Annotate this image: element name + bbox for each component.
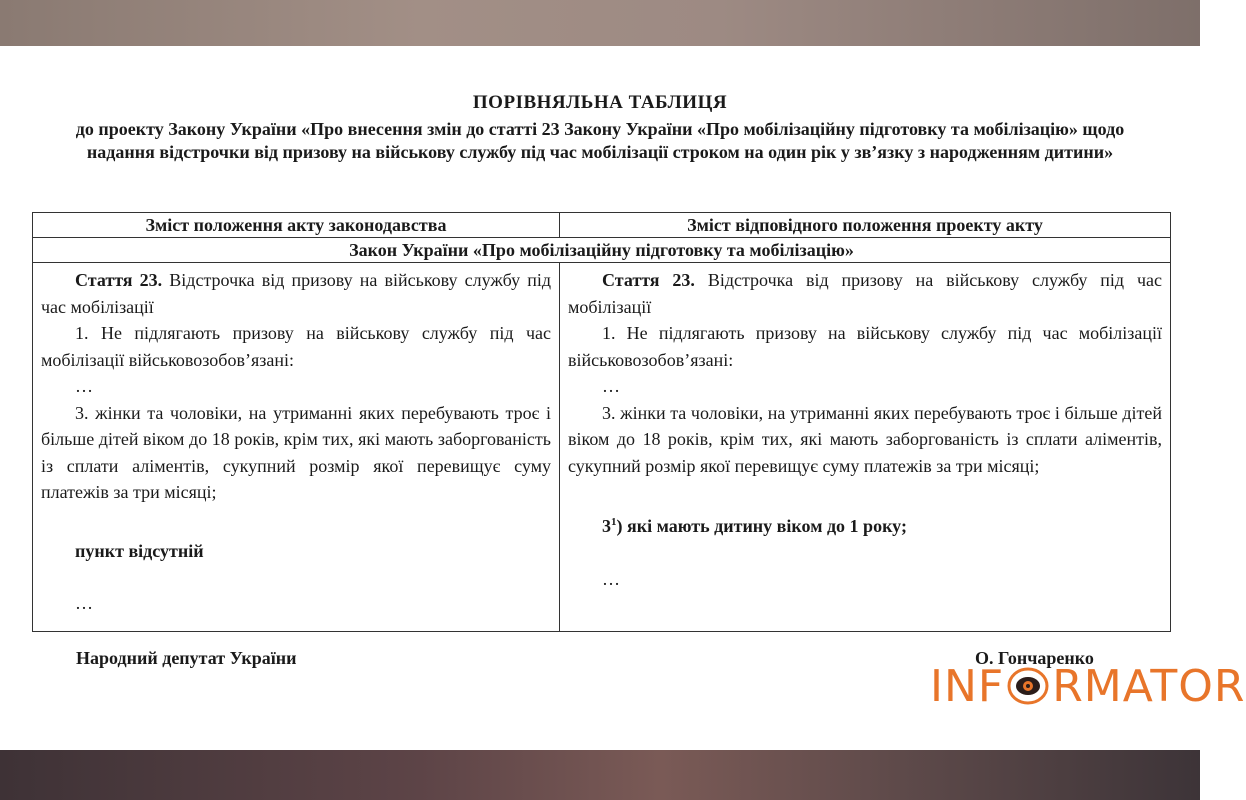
signature-position: Народний депутат України [76, 648, 297, 668]
right-article-heading: Стаття 23. Відстрочка від призову на військову службу під час мобілізації [568, 270, 1163, 317]
photo-background-top [0, 0, 1200, 46]
law-title-row [33, 238, 1171, 263]
left-paragraph-1: 1. Не підлягають призову на військову службу під час мобілізації військовозобов’язані: [41, 323, 551, 370]
left-article-heading: Стаття 23. Відстрочка від призову на військову службу під час мобілізації [41, 270, 552, 317]
right-paragraph-1: 1. Не підлягають призову на військову службу під час мобілізації військовозобов’язані: [568, 323, 1162, 370]
signature-name: О. Гончаренко [975, 648, 1094, 668]
left-paragraph-3: 3. жінки та чоловіки, на утриманні яких перебувають троє і більше дітей віком до 18 років, крім тих, які мають заборгованість із сплати аліментів, сукупний розмір якої перевищує суму платежів за три місяці; [41, 402, 551, 502]
left-missing-item: пункт відсутній [75, 540, 204, 561]
logo-text-end: RMATOR [1052, 660, 1246, 712]
informator-logo [930, 660, 1246, 712]
left-ellipsis-1: … [75, 376, 93, 396]
left-ellipsis-2: … [75, 593, 93, 613]
right-ellipsis-1: … [602, 376, 620, 396]
logo-text-start: INF [930, 660, 1005, 712]
right-ellipsis-2: … [602, 568, 620, 589]
right-new-item: $3^1$) які мають дитину віком до 1 року; [602, 516, 907, 536]
left-column-cell [33, 263, 560, 632]
right-column-cell [560, 263, 1171, 632]
photo-background-bottom [0, 750, 1200, 800]
eye-icon [1006, 666, 1050, 706]
document-subtitle: до проекту Закону України «Про внесення змін до статті 23 Закону України «Про мобілізаційну підготовку та мобілізацію» щодо надання відстрочки від призову на військову службу під час мобілізації строком на один рік у зв’язку з народженням дитини» [75, 119, 1125, 162]
right-paragraph-3: 3. жінки та чоловіки, на утриманні яких перебувають троє і більше дітей віком до 18 років, крім тих, які мають заборгованість із сплати аліментів, сукупний розмір якої перевищує суму платежів за три місяці; [568, 402, 1162, 476]
comparison-table [32, 212, 1171, 632]
table-header-row [33, 213, 1171, 238]
table-body-row [33, 263, 1171, 632]
document-title: ПОРІВНЯЛЬНА ТАБЛИЦЯ [472, 92, 728, 113]
header-current-law: Зміст положення акту законодавства [33, 213, 560, 238]
header-draft-act: Зміст відповідного положення проекту акту [560, 213, 1171, 238]
law-title: Закон України «Про мобілізаційну підготовку та мобілізацію» [33, 238, 1171, 263]
